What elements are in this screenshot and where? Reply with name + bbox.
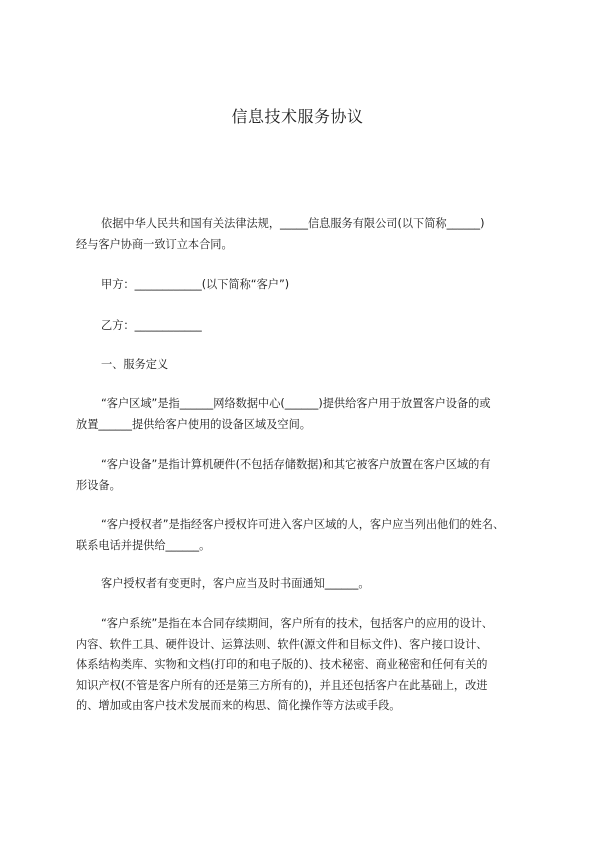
- paragraph-line: “客户授权者”是指经客户授权许可进入客户区域的人，客户应当列出他们的姓名、: [101, 518, 505, 531]
- paragraph-line: 乙方：____________: [101, 319, 202, 332]
- paragraph-line: 一、服务定义: [101, 358, 169, 371]
- paragraph-line: 客户授权者有变更时，客户应当及时书面通知______。: [101, 577, 370, 590]
- paragraph-authorized-person: [76, 515, 532, 556]
- paragraph-line: 经与客户协商一致订立本合同。: [76, 237, 233, 251]
- paragraph-party-a: [76, 275, 532, 296]
- paragraph-authorized-change: [76, 574, 532, 595]
- paragraph-line: 放置______提供给客户使用的设备区域及空间。: [76, 417, 311, 431]
- paragraph-customer-area: [76, 394, 532, 435]
- paragraph-intro: [76, 214, 532, 255]
- paragraph-line: 知识产权(不管是客户所有的还是第三方所有的)，并且还包括客户在此基础上，改进: [76, 678, 488, 692]
- paragraph-line: 内容、软件工具、硬件设计、运算法则、软件(源文件和目标文件)、客户接口设计、: [76, 637, 488, 651]
- paragraph-line: “客户设备”是指计算机硬件(不包括存储数据)和其它被客户放置在客户区域的有: [101, 458, 491, 471]
- paragraph-line: “客户区域”是指______网络数据中心(______)提供给客户用于放置客户设备的或: [101, 397, 491, 410]
- paragraph-line: 形设备。: [76, 478, 121, 492]
- paragraph-line: 甲方：____________(以下简称“客户”): [101, 278, 290, 291]
- paragraph-line: 的、增加或由客户技术发展而来的构思、简化操作等方法或手段。: [76, 699, 401, 713]
- paragraph-customer-equipment: [76, 455, 532, 496]
- paragraph-line: 体系结构类库、实物和文档(打印的和电子版的)、技术秘密、商业秘密和任何有关的: [76, 658, 488, 672]
- paragraph-line: “客户系统”是指在本合同存续期间，客户所有的技术，包括客户的应用的设计、: [101, 617, 493, 630]
- document-title: 信息技术服务协议: [231, 107, 364, 126]
- section-heading: [76, 355, 532, 376]
- paragraph-line: 依据中华人民共和国有关法律法规，_____信息服务有限公司(以下简称______): [101, 217, 485, 230]
- paragraph-customer-system: [76, 614, 532, 717]
- paragraph-line: 联系电话并提供给______。: [76, 538, 211, 552]
- paragraph-party-b: [76, 316, 532, 337]
